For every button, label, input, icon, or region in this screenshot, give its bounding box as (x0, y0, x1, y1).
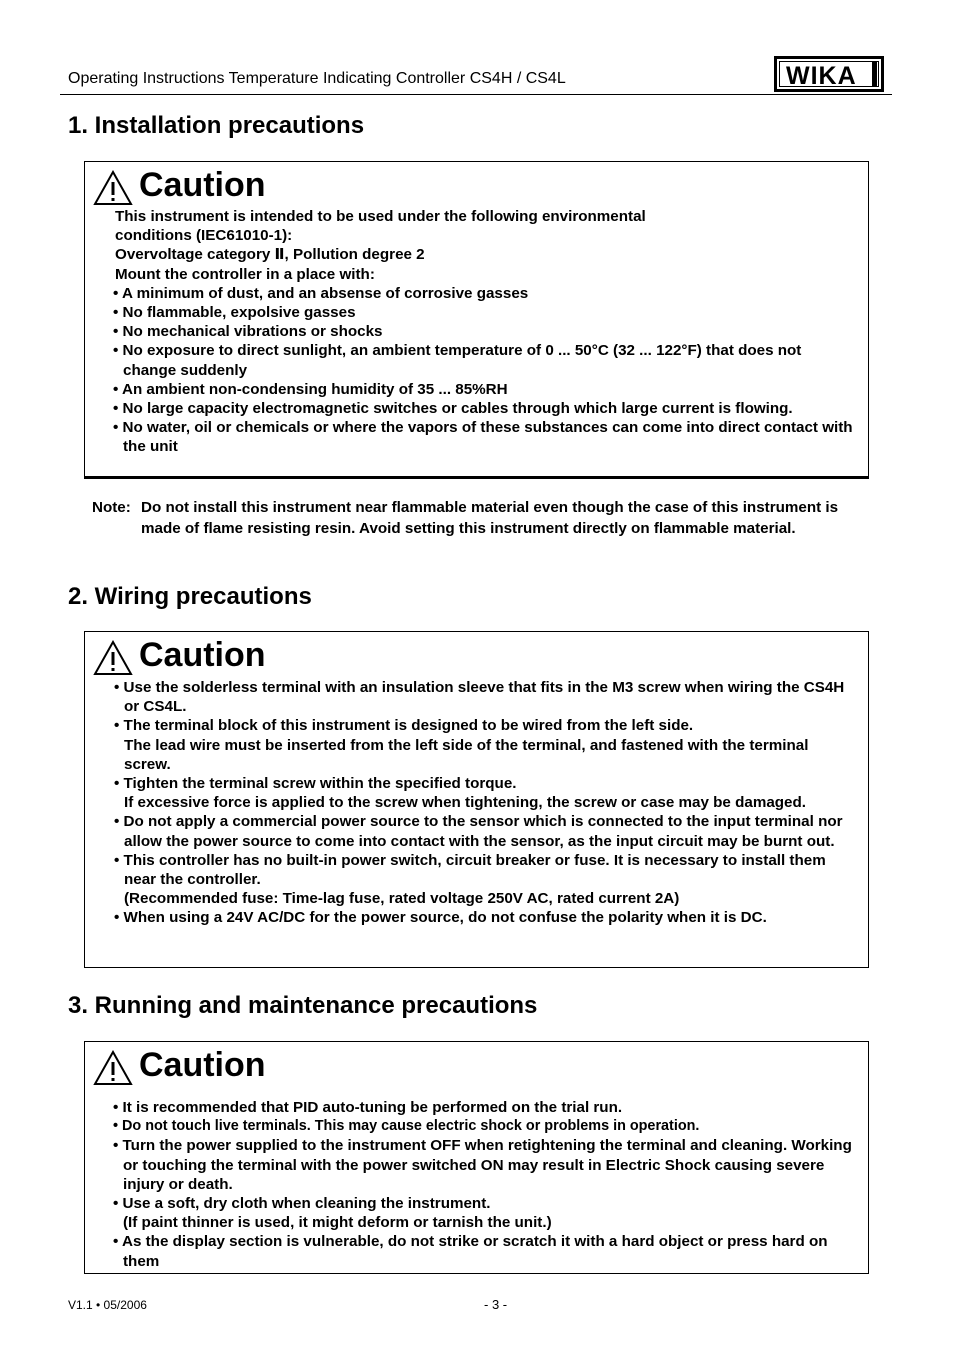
document-header-title: Operating Instructions Temperature Indicating Controller CS4H / CS4L (68, 70, 566, 87)
bullet-item: • Do not apply a commercial power source to the sensor which is connected to the input terminal nor allow the power source to come into contact with the sensor, as the input circuit may be burnt out. (114, 813, 843, 850)
caution-box-running-maintenance (84, 1041, 869, 1274)
bullet-item: • No exposure to direct sunlight, an ambient temperature of 0 ... 50°C (32 ... 122°F) that does not change suddenly (113, 342, 802, 379)
note-label: Note: (92, 499, 131, 516)
wika-logo (774, 56, 884, 92)
caution-body (113, 1098, 856, 1271)
note-text: Do not install this instrument near flammable material even though the case of this instrument is made of flame resisting resin. Avoid setting this instrument directly on flammable material. (141, 499, 839, 537)
bullet-item: • Tighten the terminal screw within the specified torque. (114, 775, 517, 793)
warning-triangle-icon (93, 640, 133, 676)
body-line: Overvoltage category Ⅱ, Pollution degree 2 (115, 246, 425, 264)
bullet-item: • Use a soft, dry cloth when cleaning the instrument. (113, 1195, 491, 1213)
bullet-item: • Do not touch live terminals. This may cause electric shock or problems in operation. (113, 1118, 700, 1135)
header-divider (60, 94, 892, 95)
bullet-item: • No flammable, expolsive gasses (113, 304, 356, 322)
bullet-item: • This controller has no built-in power switch, circuit breaker or fuse. It is necessary to install them near the controller. (114, 851, 826, 889)
caution-box-installation (84, 161, 869, 479)
warning-triangle-icon (93, 170, 133, 206)
bullet-item: • No water, oil or chemicals or where the vapors of these substances can come into direct contact with the unit (113, 419, 853, 456)
body-line: Mount the controller in a place with: (115, 265, 375, 283)
warning-triangle-icon (93, 1050, 133, 1086)
wika-logo-text: WIKA (779, 61, 879, 87)
caution-box-wiring (84, 631, 869, 968)
caution-label: Caution (139, 166, 266, 204)
body-line: This instrument is intended to be used under the following environmental (115, 208, 646, 225)
bullet-item: • When using a 24V AC/DC for the power source, do not confuse the polarity when it is DC. (114, 909, 767, 927)
section-heading-installation: 1. Installation precautions (68, 112, 365, 139)
bullet-item: • As the display section is vulnerable, do not strike or scratch it with a hard object or press hard on them (113, 1233, 828, 1270)
bullet-continuation: (Recommended fuse: Time-lag fuse, rated voltage 250V AC, rated current 2A) (124, 890, 680, 908)
bullet-item: • An ambient non-condensing humidity of 35 ... 85%RH (113, 380, 508, 398)
footer-version: V1.1 • 05/2006 (68, 1298, 147, 1312)
bullet-item: • Use the solderless terminal with an insulation sleeve that fits in the M3 screw when wiring the CS4H or CS4L. (114, 679, 845, 716)
caution-label: Caution (139, 636, 266, 674)
bullet-item: • The terminal block of this instrument is designed to be wired from the left side. (114, 717, 694, 735)
bullet-item: • It is recommended that PID auto-tuning be performed on the trial run. (113, 1099, 623, 1116)
caution-body (114, 678, 856, 928)
bullet-item: • Turn the power supplied to the instrument OFF when retightening the terminal and cleaning. Working or touching the terminal with the power switched ON may result in Electric Shock causing severe injury or death. (113, 1137, 852, 1193)
bullet-item: • No large capacity electromagnetic switches or cables through which large current is flowing. (113, 400, 793, 418)
section-heading-wiring: 2. Wiring precautions (68, 583, 312, 610)
caution-body (115, 207, 856, 457)
wika-logo-bar (872, 61, 877, 87)
bullet-continuation: (If paint thinner is used, it might deform or tarnish the unit.) (123, 1214, 552, 1232)
caution-label: Caution (139, 1046, 266, 1084)
section-heading-running-maintenance: 3. Running and maintenance precautions (68, 992, 538, 1019)
bullet-continuation: If excessive force is applied to the screw when tightening, the screw or case may be damaged. (124, 794, 806, 812)
bullet-item: • No mechanical vibrations or shocks (113, 323, 383, 341)
bullet-item: • A minimum of dust, and an absense of corrosive gasses (113, 284, 529, 302)
bullet-continuation: The lead wire must be inserted from the left side of the terminal, and fastened with the terminal screw. (124, 736, 809, 773)
footer-page-number: - 3 - (484, 1297, 508, 1312)
body-line: conditions (IEC61010-1): (115, 227, 293, 245)
